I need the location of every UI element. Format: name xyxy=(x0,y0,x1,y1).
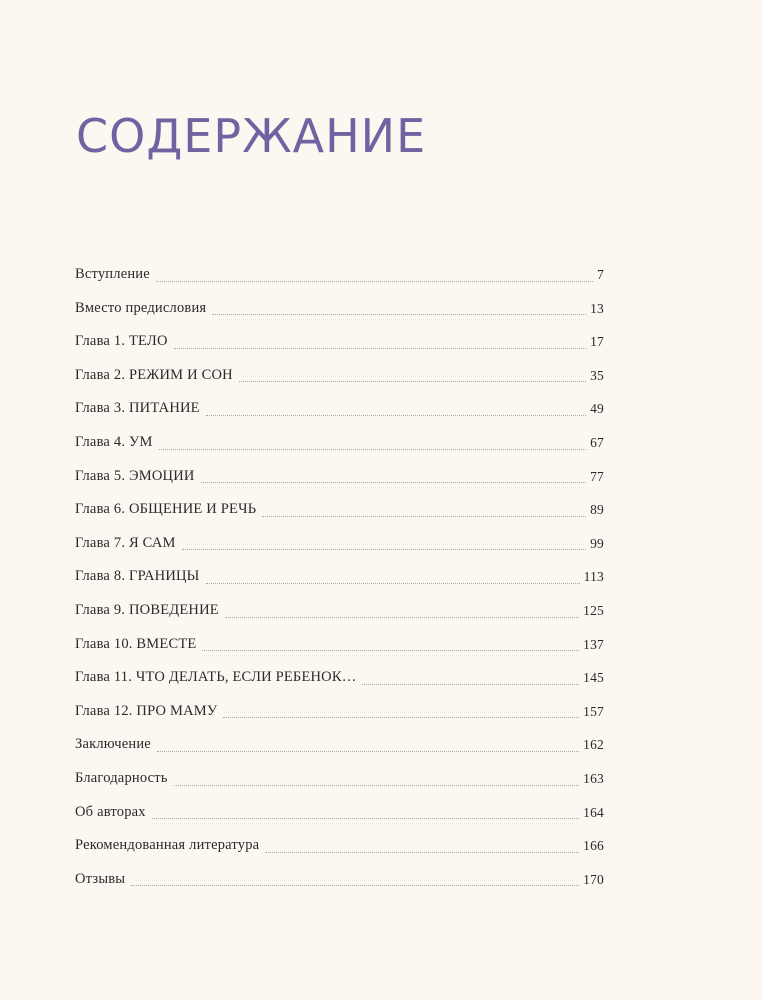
toc-entry[interactable] xyxy=(75,829,604,863)
toc-entry-label: Глава 5. ЭМОЦИИ xyxy=(75,467,195,484)
toc-entry[interactable] xyxy=(75,392,604,426)
toc-dot-leader xyxy=(201,482,587,483)
toc-dot-leader xyxy=(262,516,586,517)
toc-entry-label: Рекомендованная литература xyxy=(75,837,260,854)
toc-entry[interactable] xyxy=(75,628,604,662)
toc-entry-page-number: 99 xyxy=(590,535,604,551)
toc-entry-page-number: 137 xyxy=(583,636,604,652)
toc-dot-leader xyxy=(174,785,579,786)
toc-entry[interactable] xyxy=(75,258,604,292)
toc-entry-label: Заключение xyxy=(75,736,151,753)
toc-entry[interactable] xyxy=(75,695,604,729)
toc-entry[interactable] xyxy=(75,325,604,359)
toc-entry-label: Глава 9. ПОВЕДЕНИЕ xyxy=(75,601,219,618)
toc-entry[interactable] xyxy=(75,359,604,393)
toc-entry-page-number: 17 xyxy=(590,334,604,350)
toc-entry[interactable] xyxy=(75,560,604,594)
toc-entry-label: Глава 6. ОБЩЕНИЕ И РЕЧЬ xyxy=(75,501,257,518)
toc-entry-label: Глава 8. ГРАНИЦЫ xyxy=(75,568,200,585)
toc-entry-page-number: 145 xyxy=(583,670,604,686)
toc-entry[interactable] xyxy=(75,426,604,460)
toc-dot-leader xyxy=(131,885,579,886)
toc-entry[interactable] xyxy=(75,762,604,796)
toc-entry-label: Благодарность xyxy=(75,769,168,786)
toc-entry-label: Вступление xyxy=(75,266,150,282)
toc-entry[interactable] xyxy=(75,863,604,897)
toc-dot-leader xyxy=(202,650,579,651)
table-of-contents xyxy=(75,258,604,896)
toc-dot-leader xyxy=(159,449,587,450)
toc-entry-label: Отзывы xyxy=(75,870,126,887)
toc-dot-leader xyxy=(152,818,579,819)
toc-entry-page-number: 164 xyxy=(583,804,604,820)
toc-entry-label: Глава 2. РЕЖИМ И СОН xyxy=(75,366,233,383)
toc-entry[interactable] xyxy=(75,493,604,527)
toc-entry[interactable] xyxy=(75,796,604,830)
toc-entry[interactable] xyxy=(75,292,604,326)
toc-entry[interactable] xyxy=(75,661,604,695)
toc-entry[interactable] xyxy=(75,594,604,628)
toc-dot-leader xyxy=(212,314,586,315)
toc-entry-page-number: 13 xyxy=(590,300,604,316)
toc-entry-page-number: 157 xyxy=(583,703,604,719)
toc-dot-leader xyxy=(265,852,579,853)
toc-entry-page-number: 170 xyxy=(583,871,604,887)
toc-entry-page-number: 67 xyxy=(590,434,604,450)
toc-dot-leader xyxy=(157,751,579,752)
toc-entry-label: Глава 11. ЧТО ДЕЛАТЬ, ЕСЛИ РЕБЕНОК… xyxy=(75,669,357,686)
toc-entry-page-number: 163 xyxy=(583,770,604,786)
toc-entry-page-number: 162 xyxy=(583,737,604,753)
toc-dot-leader xyxy=(156,281,593,282)
toc-dot-leader xyxy=(239,381,586,382)
page-title: СОДЕРЖАНИЕ xyxy=(76,109,427,163)
toc-entry-page-number: 166 xyxy=(583,838,604,854)
toc-dot-leader xyxy=(223,717,579,718)
toc-entry-page-number: 113 xyxy=(583,569,604,585)
toc-entry-label: Глава 10. ВМЕСТЕ xyxy=(75,635,197,652)
toc-dot-leader xyxy=(206,415,586,416)
toc-dot-leader xyxy=(182,549,587,550)
toc-dot-leader xyxy=(225,617,579,618)
toc-entry-page-number: 49 xyxy=(590,401,604,417)
toc-entry-label: Глава 3. ПИТАНИЕ xyxy=(75,400,200,417)
toc-entry-label: Вместо предисловия xyxy=(75,299,207,316)
toc-entry-page-number: 89 xyxy=(590,502,604,518)
toc-entry[interactable] xyxy=(75,460,604,494)
toc-dot-leader xyxy=(206,583,580,584)
toc-dot-leader xyxy=(362,684,579,685)
toc-entry-label: Глава 7. Я САМ xyxy=(75,534,176,551)
toc-entry[interactable] xyxy=(75,527,604,561)
toc-entry[interactable] xyxy=(75,728,604,762)
toc-entry-page-number: 77 xyxy=(590,468,604,484)
toc-entry-label: Об авторах xyxy=(75,803,146,820)
toc-entry-page-number: 35 xyxy=(590,367,604,383)
toc-entry-page-number: 125 xyxy=(583,602,604,618)
toc-dot-leader xyxy=(174,348,586,349)
toc-entry-label: Глава 4. УМ xyxy=(75,433,153,450)
toc-entry-label: Глава 12. ПРО МАМУ xyxy=(75,702,218,719)
toc-entry-label: Глава 1. ТЕЛО xyxy=(75,333,168,350)
toc-entry-page-number: 7 xyxy=(597,267,604,282)
